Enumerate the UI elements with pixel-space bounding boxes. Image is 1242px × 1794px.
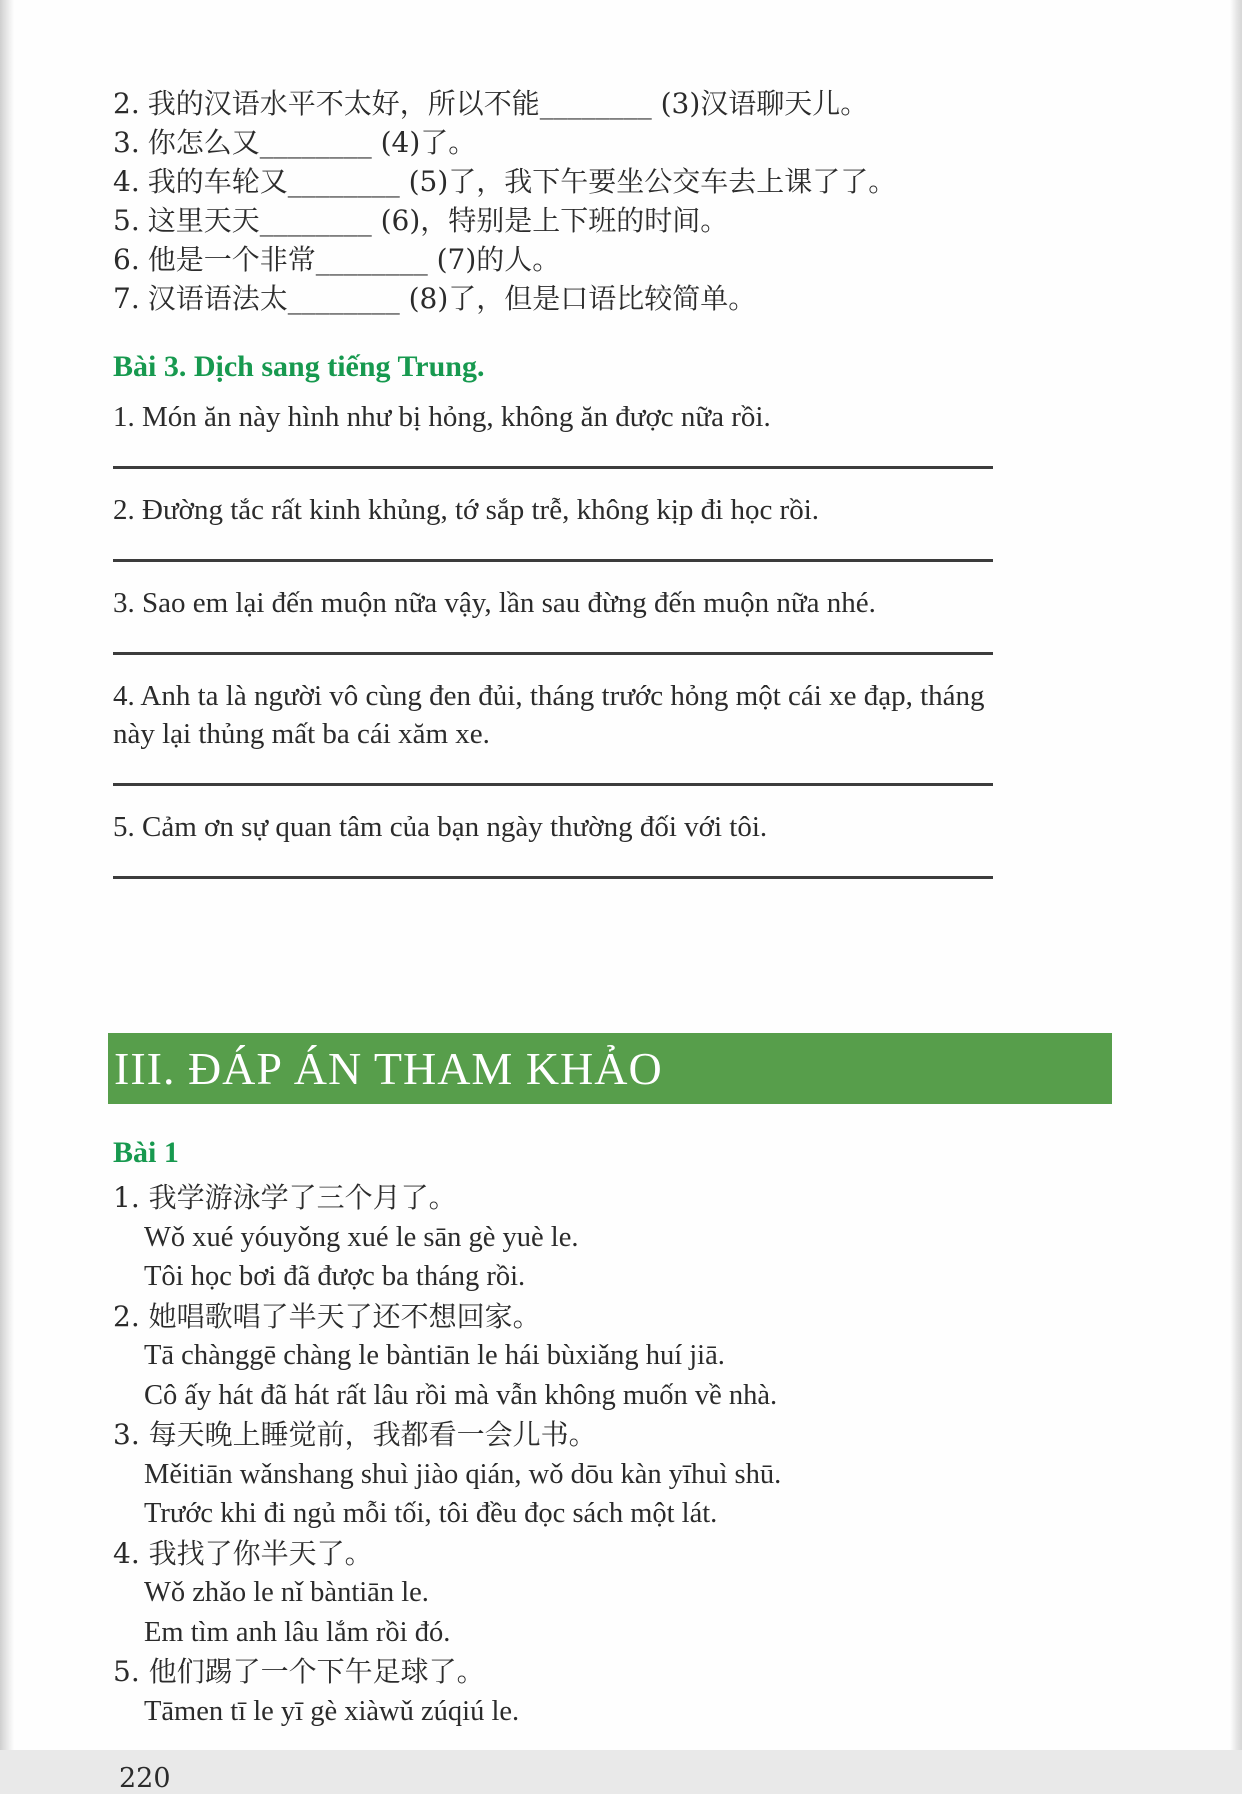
answer-pinyin-line: Wǒ zhǎo le nǐ bàntiān le. [144,1577,429,1608]
section-banner [108,1033,1112,1104]
exercise-item [113,279,993,318]
write-answer-line [113,783,993,786]
item-number: 5. [113,204,140,237]
answer-zh-line: 2. 她唱歌唱了半天了还不想回家。 [113,1299,541,1333]
page-number: 220 [119,1763,171,1794]
section-banner-title: III. ĐÁP ÁN THAM KHẢO [114,1043,663,1094]
answer-zh-line: 4. 我找了你半天了。 [113,1536,373,1570]
item-number: 4. [113,165,140,198]
page-edge-left [0,0,14,1750]
exercise-text: 汉语语法太________ (8)了，但是口语比较简单。 [147,282,757,315]
write-answer-line [113,876,993,879]
bai3-heading: Bài 3. Dịch sang tiếng Trung. [113,350,485,383]
answer-zh-line: 3. 每天晚上睡觉前，我都看一会儿书。 [113,1418,597,1451]
translation-sentence: 1. Món ăn này hình như bị hỏng, không ăn được nữa rồi. [113,401,771,433]
exercise-item [113,123,993,162]
translation-sentence: 3. Sao em lại đến muộn nữa vậy, lần sau đừng đến muộn nữa nhé. [113,587,876,619]
page-content [113,84,993,1794]
item-number: 3. [113,126,140,159]
answer-pinyin-line: Tāmen tī le yī gè xiàwǔ zúqiú le. [144,1695,520,1727]
exercise-item [113,240,993,279]
exercise-text: 你怎么又________ (4)了。 [147,126,477,159]
write-answer-line [113,652,993,655]
write-answer-line [113,466,993,469]
item-number: 2. [113,87,140,120]
exercise-text: 这里天天________ (6)，特别是上下班的时间。 [147,204,729,237]
answer-vi-line: Tôi học bơi đã được ba tháng rồi. [144,1261,526,1292]
answer-vi-line: Trước khi đi ngủ mỗi tối, tôi đều đọc sách một lát. [144,1498,718,1529]
answer-vi-line: Em tìm anh lâu lắm rồi đó. [144,1616,451,1648]
write-answer-line [113,559,993,562]
item-number: 7. [113,282,140,315]
answer-pinyin-line: Wǒ xué yóuyǒng xué le sān gè yuè le. [144,1221,579,1253]
exercise-item [113,201,993,240]
translation-sentence: 4. Anh ta là người vô cùng đen đủi, tháng trước hỏng một cái xe đạp, tháng này lại thủng mất ba cái xăm xe. [113,680,985,750]
answer-zh-line: 5. 他们踢了一个下午足球了。 [113,1655,485,1688]
bai1-heading: Bài 1 [113,1136,179,1169]
translation-sentence: 5. Cảm ơn sự quan tâm của bạn ngày thường đối với tôi. [113,811,768,843]
exercise-text: 他是一个非常________ (7)的人。 [147,243,561,276]
answer-zh-line: 1. 我学游泳学了三个月了。 [113,1181,457,1214]
answers-list [113,1178,993,1731]
exercise-item [113,162,993,201]
exercise-item [113,84,993,123]
answer-pinyin-line: Tā chànggē chàng le bàntiān le hái bùxiǎng huí jiā. [144,1340,725,1371]
answer-pinyin-line: Měitiān wǎnshang shuì jiào qián, wǒ dōu kàn yīhuì shū. [144,1458,782,1490]
translation-sentence: 2. Đường tắc rất kinh khủng, tớ sắp trễ, không kịp đi học rồi. [113,494,820,526]
fill-in-exercise-list [113,84,993,318]
exercise-text: 我的汉语水平不太好，所以不能________ (3)汉语聊天儿。 [147,87,869,120]
item-number: 6. [113,243,140,276]
answer-vi-line: Cô ấy hát đã hát rất lâu rồi mà vẫn không muốn về nhà. [144,1379,778,1411]
exercise-text: 我的车轮又________ (5)了，我下午要坐公交车去上课了了。 [147,165,897,198]
page-edge-right [1230,0,1242,1750]
